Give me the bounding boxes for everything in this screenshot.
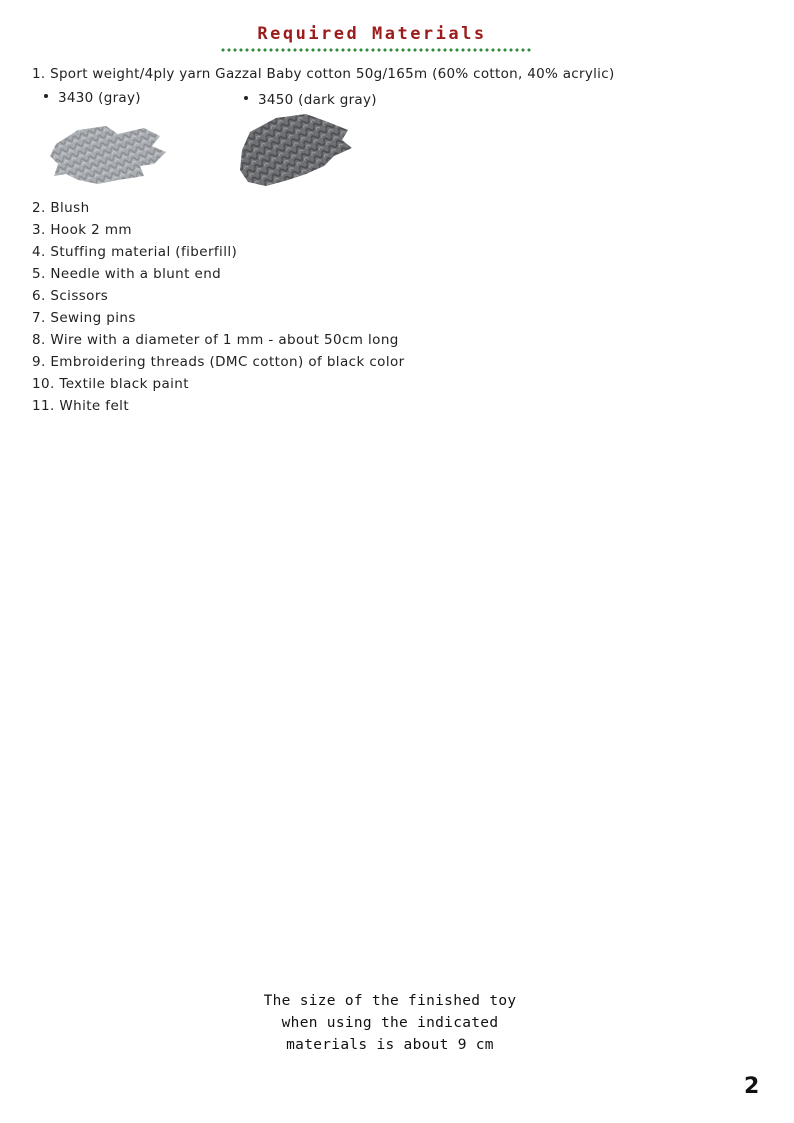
page-number: 2	[744, 1074, 760, 1099]
page-title: Required Materials	[257, 24, 487, 44]
materials-list	[32, 198, 405, 418]
list-item: 2. Blush	[32, 200, 90, 216]
list-item: 5. Needle with a blunt end	[32, 266, 222, 282]
list-item: 8. Wire with a diameter of 1 mm - about 50cm long	[32, 332, 399, 348]
size-note-line: materials is about 9 cm	[286, 1037, 494, 1053]
bullet-icon	[244, 96, 248, 100]
list-item: 9. Embroidering threads (DMC cotton) of black color	[32, 354, 405, 370]
size-note-line: The size of the finished toy	[263, 993, 517, 1009]
list-item: 3. Hook 2 mm	[32, 222, 132, 238]
list-item: 4. Stuffing material (fiberfill)	[32, 244, 238, 260]
yarn-item: 1. Sport weight/4ply yarn Gazzal Baby cotton 50g/165m (60% cotton, 40% acrylic)	[32, 66, 615, 82]
color-bullet-gray	[44, 90, 141, 106]
list-item: 11. White felt	[32, 398, 130, 414]
color-label: 3450 (dark gray)	[258, 92, 377, 108]
bullet-icon	[44, 94, 48, 98]
size-note	[240, 990, 540, 1056]
size-note-line: when using the indicated	[281, 1015, 499, 1031]
color-bullet-dark-gray	[244, 92, 377, 108]
list-item: 6. Scissors	[32, 288, 109, 304]
dotted-divider	[220, 48, 532, 52]
list-item: 7. Sewing pins	[32, 310, 136, 326]
yarn-swatch-dark-gray	[236, 110, 356, 190]
yarn-swatch-gray	[48, 118, 170, 188]
color-label: 3430 (gray)	[58, 90, 141, 106]
list-item: 10. Textile black paint	[32, 376, 189, 392]
